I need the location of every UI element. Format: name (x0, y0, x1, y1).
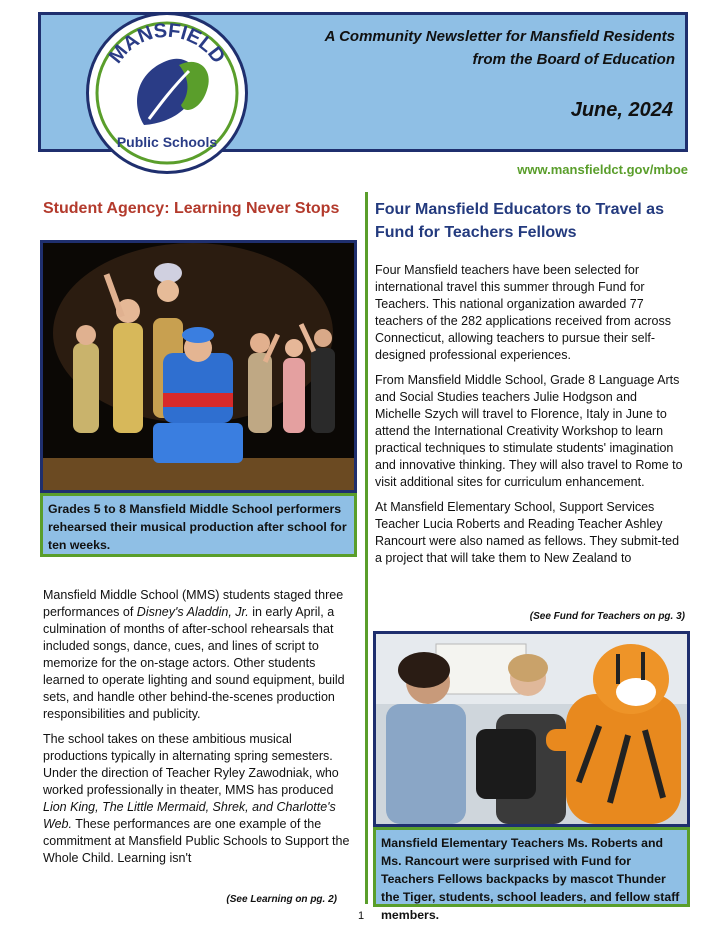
continued-learning-note: (See Learning on pg. 2) (226, 894, 337, 905)
tagline-line-1: A Community Newsletter for Mansfield Residents (324, 28, 675, 45)
aladdin-photo-caption: Grades 5 to 8 Mansfield Middle School performers rehearsed their musical production after school for ten weeks. (40, 493, 357, 557)
fund-for-teachers-body (375, 262, 685, 575)
masthead-tagline (325, 25, 675, 71)
continued-fund-note: (See Fund for Teachers on pg. 3) (529, 611, 685, 622)
logo-text-bottom: Public Schools (116, 134, 218, 150)
website-link[interactable]: www.mansfieldct.gov/mboe (517, 162, 688, 177)
tiger-photo-caption: Mansfield Elementary Teachers Ms. Roberts and Ms. Rancourt were surprised with Fund for Teachers Fellows backpacks by mascot Thunder the Tiger, students, school leaders, and fellow staff members. (373, 827, 690, 907)
page-number: 1 (358, 910, 365, 922)
logo-text-top: MANSFIELD (104, 19, 230, 68)
aladdin-performance-photo (40, 240, 357, 493)
fund-paragraph-3: At Mansfield Elementary School, Support Services Teacher Lucia Roberts and Reading Teacher Ashley Rancourt were also named as fellows. They submit-ted a project that will take them to New Zealand to (375, 500, 680, 565)
issue-date: June, 2024 (570, 99, 673, 121)
student-agency-paragraph-2: The school takes on these ambitious musical productions typically in alternating spring semesters. Under the direction of Teacher Ryley Zawodniak, who worked professionally in theater, MMS has produced Lion King, The Little Mermaid, Shrek, and Charlotte's Web. These performances are one example of the commitment at Mansfield Public Schools to Support the Whole Child. Learning isn't (43, 732, 350, 865)
fund-paragraph-2: From Mansfield Middle School, Grade 8 Language Arts and Social Studies teachers Julie Hodgson and Michelle Szych will travel to Florence, Italy in June to attend the International Creativity Workshop to learn practical techniques to stimulate students' imagination and innovative thinking. They will also travel to Rome to visit additional sites for curriculum enhancement. (375, 373, 683, 489)
mansfield-public-schools-logo (86, 12, 248, 174)
tiger-mascot-photo (373, 631, 690, 827)
fund-for-teachers-heading: Four Mansfield Educators to Travel as Fund for Teachers Fellows (375, 201, 664, 241)
student-agency-paragraph-1: Mansfield Middle School (MMS) students staged three performances of Disney's Aladdin, Jr. in early April, a culmination of months of after-school rehearsals that included songs, dance, cues, and lines of script to memorize for the on-stage actors. Other students learned to operate lighting and sound equipment, build sets, and handle other behind-the-scenes production responsibilities and publicity. (43, 588, 345, 721)
student-agency-heading: Student Agency: Learning Never Stops (43, 200, 340, 217)
fund-paragraph-1: Four Mansfield teachers have been selected for international travel this summer through Fund for Teachers. This national organization awarded 77 teachers of the 282 applications received from across Connecticut, allowing teachers to pursue their self-designed professional experiences. (375, 263, 671, 362)
student-agency-body (43, 587, 356, 875)
column-divider (365, 192, 368, 904)
tagline-line-2: from the Board of Education (472, 51, 675, 68)
